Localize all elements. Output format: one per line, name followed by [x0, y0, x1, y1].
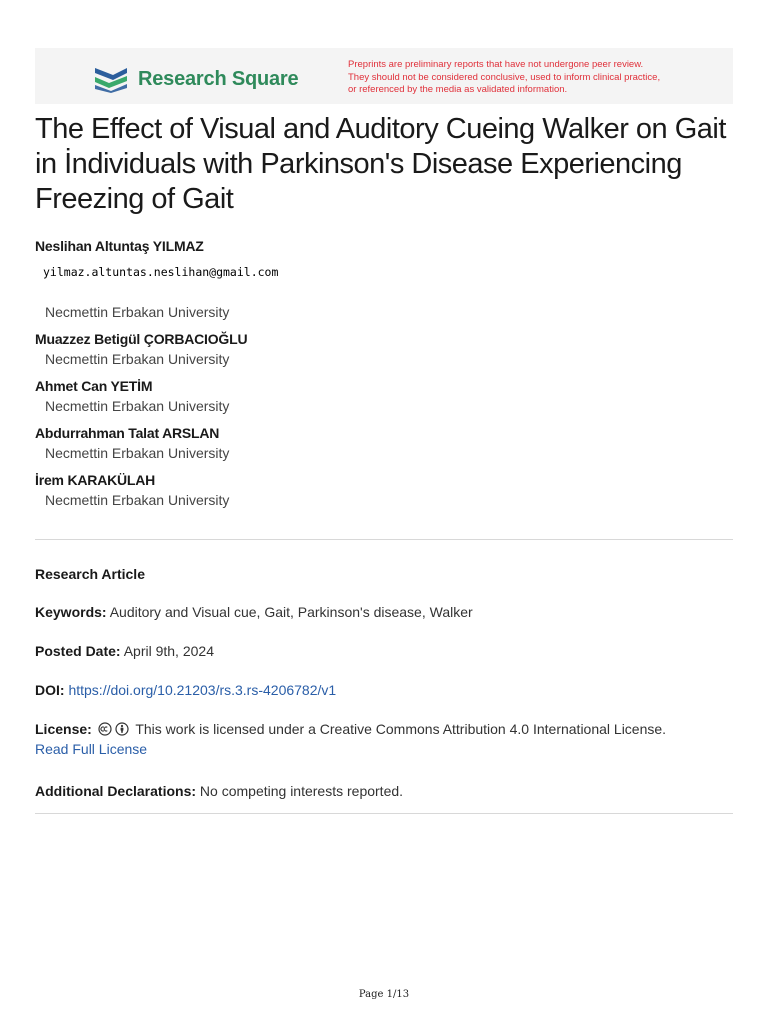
divider	[35, 813, 733, 814]
declarations-value: No competing interests reported.	[199, 783, 404, 799]
author-name: Ahmet Can YETİM	[35, 378, 153, 394]
author-email-link[interactable]: yilmaz.altuntas.neslihan@gmail.com	[43, 265, 279, 279]
divider	[35, 539, 733, 540]
doi-row	[35, 680, 735, 700]
disclaimer-line: They should not be considered conclusive, used to inform clinical practice,	[348, 71, 661, 83]
by-icon	[115, 722, 129, 736]
author-affiliation: Necmettin Erbakan University	[45, 304, 230, 320]
author-name: Muazzez Betigül ÇORBACIOĞLU	[35, 331, 248, 347]
read-full-license-link[interactable]: Read Full License	[35, 741, 148, 757]
license-text: This work is licensed under a Creative Commons Attribution 4.0 International License.	[135, 721, 667, 737]
doi-link[interactable]: https://doi.org/10.21203/rs.3.rs-4206782/v1	[68, 682, 337, 698]
doi-label: DOI:	[35, 682, 65, 698]
article-type	[35, 564, 735, 584]
author-affiliation: Necmettin Erbakan University	[45, 492, 230, 508]
page-number: Page 1/13	[358, 989, 410, 1000]
declarations-row	[35, 781, 735, 801]
disclaimer-line: or referenced by the media as validated information.	[348, 84, 568, 95]
author-name: Neslihan Altuntaş YILMAZ	[35, 238, 204, 254]
research-square-logo[interactable]	[93, 63, 298, 95]
article-type-label: Research Article	[35, 566, 145, 582]
preprint-disclaimer	[348, 59, 728, 97]
posted-date-value: April 9th, 2024	[123, 643, 214, 659]
article-title: The Effect of Visual and Auditory Cueing Walker on Gait in İndividuals with Parkinson's Disease Experiencing Freezing of Gait	[35, 113, 726, 215]
brand-name: Research Square	[138, 67, 299, 90]
author-name: İrem KARAKÜLAH	[35, 472, 156, 488]
posted-date-row	[35, 641, 735, 661]
keywords-row	[35, 602, 735, 622]
keywords-label: Keywords:	[35, 604, 107, 620]
license-row	[35, 719, 735, 759]
license-icons	[98, 722, 129, 736]
cc-icon	[98, 722, 112, 736]
author-name: Abdurrahman Talat ARSLAN	[35, 425, 220, 441]
author-affiliation: Necmettin Erbakan University	[45, 351, 230, 367]
declarations-label: Additional Declarations:	[35, 783, 197, 799]
research-square-logo-icon	[93, 65, 129, 93]
disclaimer-line: Preprints are preliminary reports that have not undergone peer review.	[348, 59, 644, 70]
posted-date-label: Posted Date:	[35, 643, 121, 659]
author-list	[35, 236, 735, 510]
license-label: License:	[35, 721, 92, 737]
keywords-value: Auditory and Visual cue, Gait, Parkinson's disease, Walker	[109, 604, 473, 620]
author-affiliation: Necmettin Erbakan University	[45, 398, 230, 414]
author-affiliation: Necmettin Erbakan University	[45, 445, 230, 461]
